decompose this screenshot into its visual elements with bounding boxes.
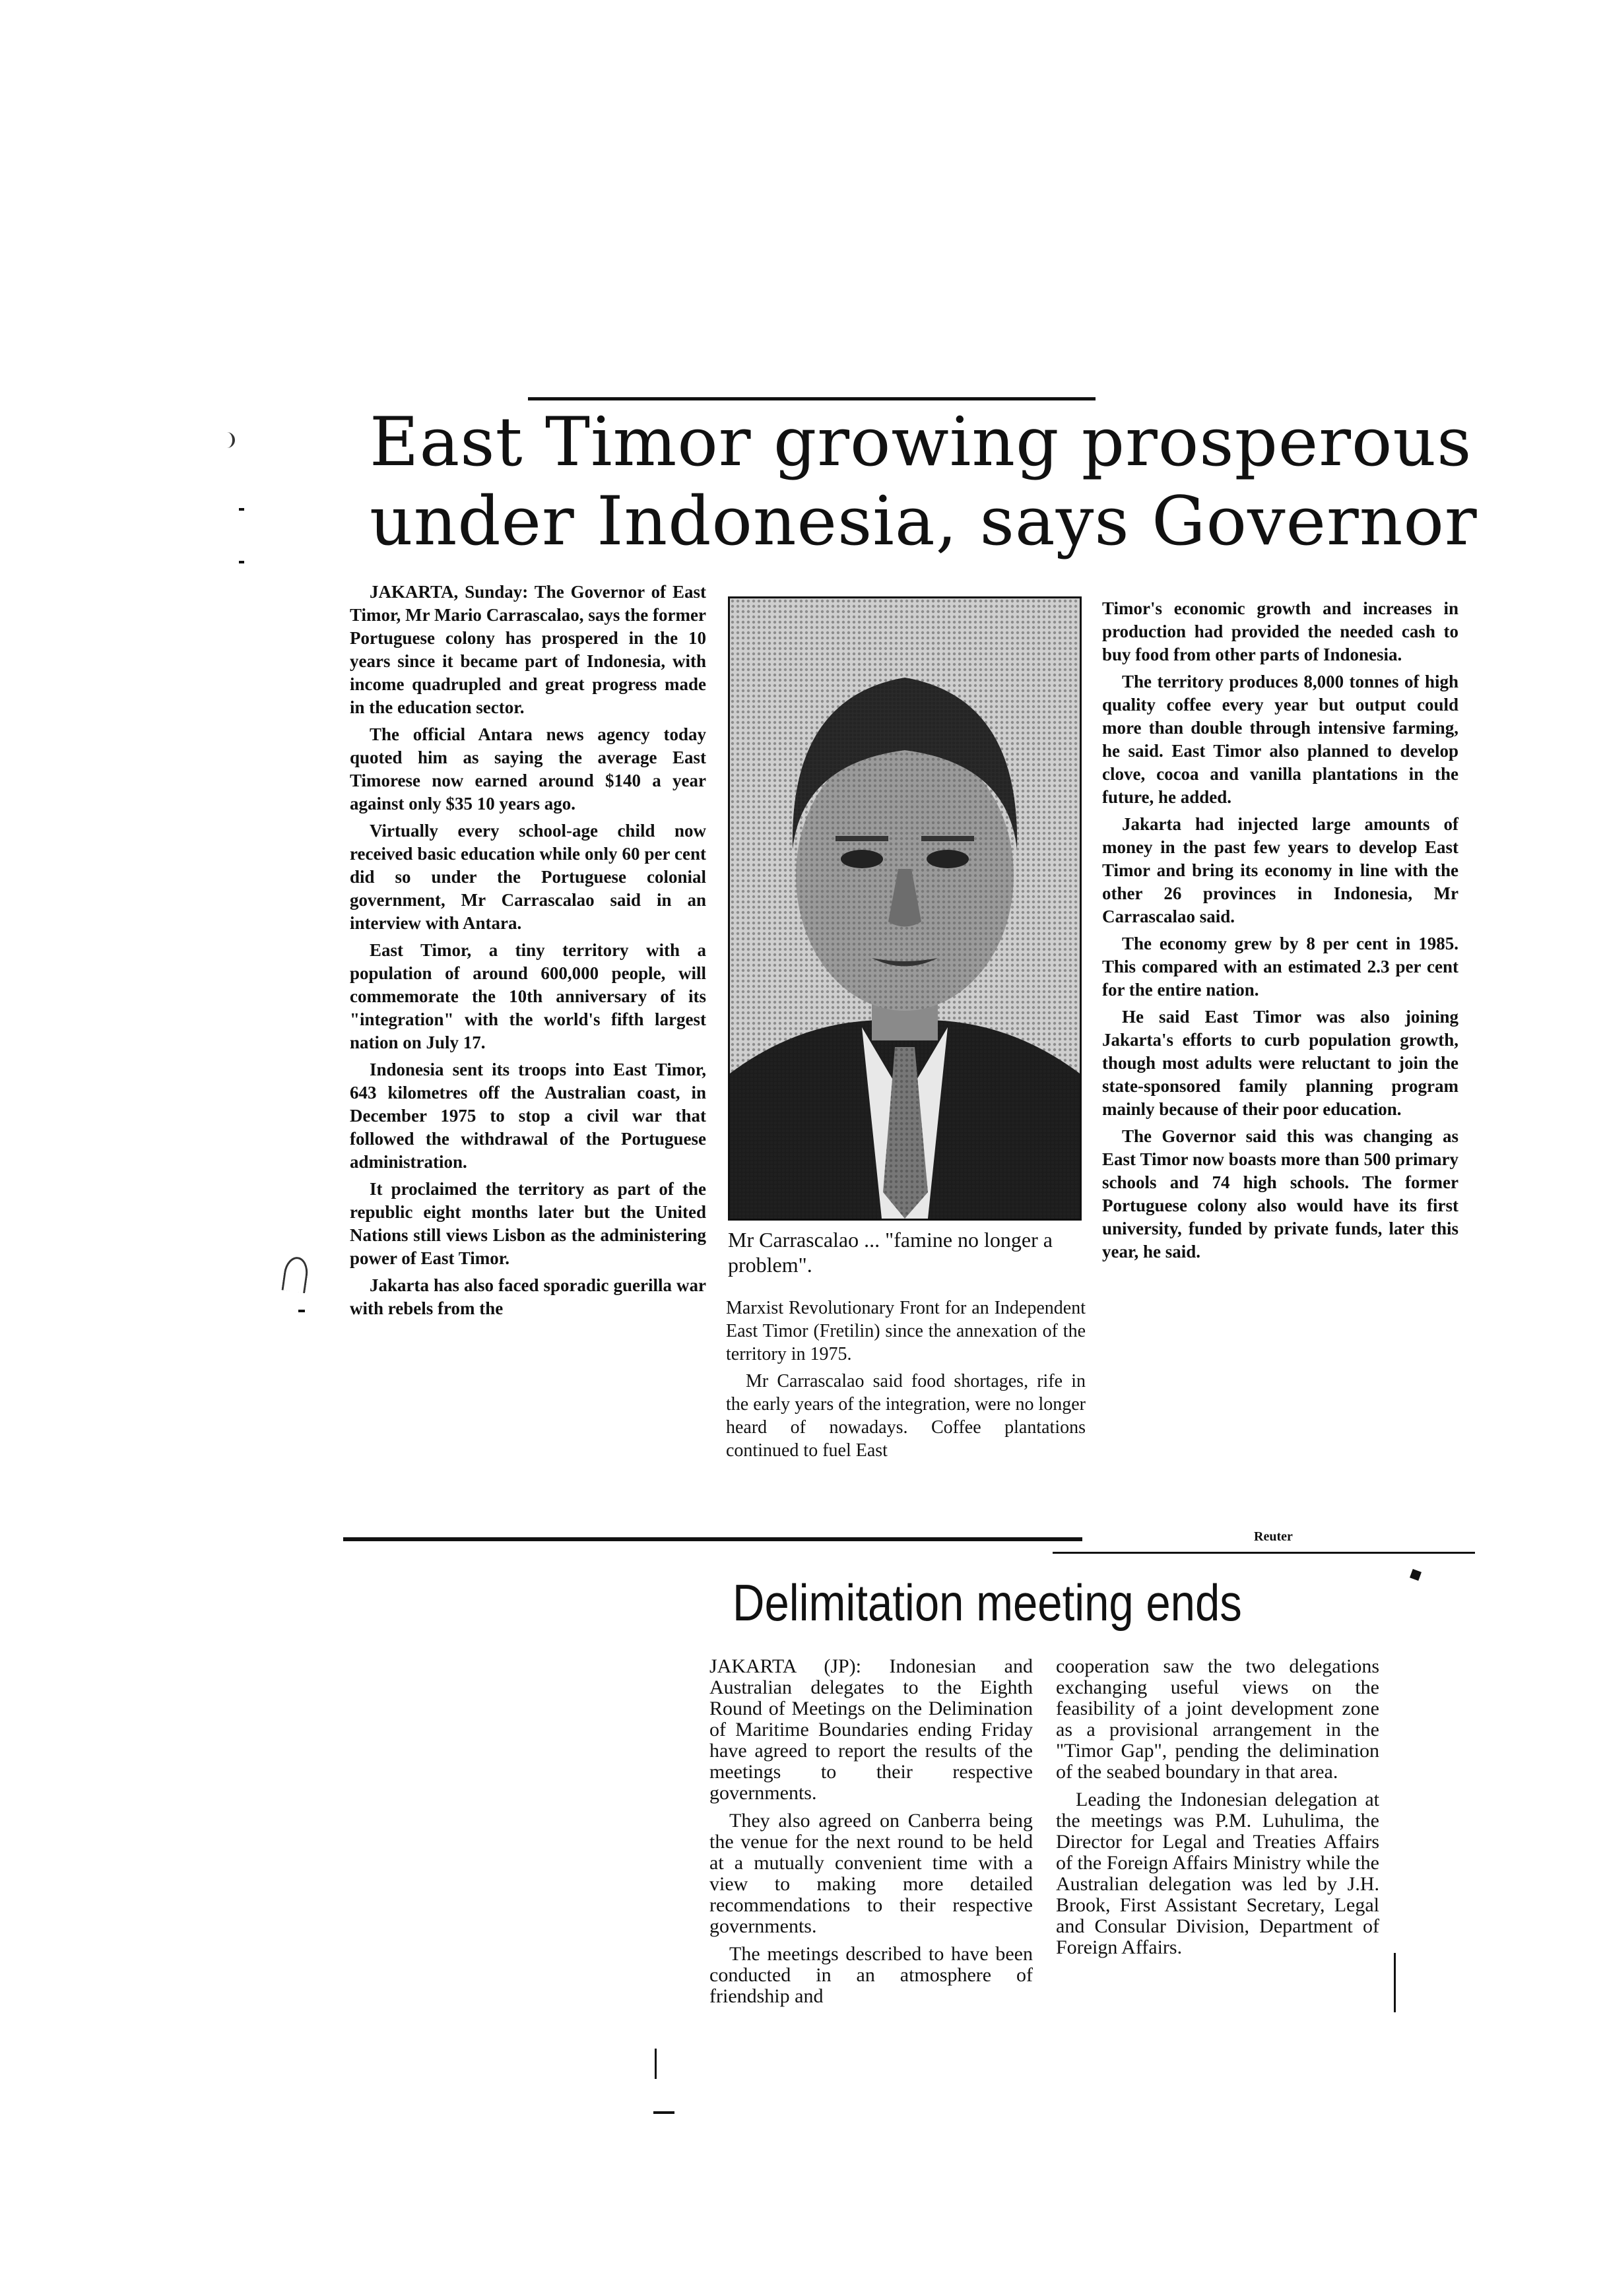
margin-dash (239, 561, 244, 563)
paragraph: East Timor, a tiny territory with a population of around 600,000 people, will commemorate the 10th anniversary of its "integration" with the world's fifth largest nation on July 17. (350, 940, 706, 1052)
portrait-image (730, 598, 1080, 1219)
paragraph: Virtually every school-age child now received basic education while only 60 per cent did so under the Portuguese colonial government, Mr Carrascalao said in an interview with Antara. (350, 821, 706, 933)
photo-caption: Mr Carrascalao ... "famine no longer a problem". (728, 1228, 1053, 1277)
article2-left-column (709, 1656, 1033, 2014)
margin-dash (653, 2111, 674, 2114)
margin-mark (226, 432, 235, 448)
margin-tick (655, 2049, 657, 2079)
paragraph: JAKARTA, Sunday: The Governor of East Timor, Mr Mario Carrascalao, says the former Portuguese colony has prospered in the 10 years since it became part of Indonesia, with income quadrupled and great progress made in the education sector. (350, 582, 706, 717)
bottom-rule-right (1053, 1552, 1475, 1554)
paragraph: Marxist Revolutionary Front for an Independent East Timor (Fretilin) since the annexation of the territory in 1975. (726, 1298, 1086, 1364)
bottom-rule-left (343, 1537, 1082, 1541)
margin-dash (298, 1310, 305, 1312)
margin-squiggle (281, 1256, 310, 1293)
governor-photo (728, 596, 1082, 1221)
paragraph: JAKARTA (JP): Indonesian and Australian delegates to the Eighth Round of Meetings on the Delimination of Maritime Boundaries ending Friday have agreed to report the results of the meetings to their respective governments. (709, 1655, 1033, 1804)
paragraph: It proclaimed the territory as part of the republic eight months later but the United Nations still views Lisbon as the administering power of East Timor. (350, 1179, 706, 1268)
paragraph: The Governor said this was changing as East Timor now boasts more than 500 primary schools and 74 high schools. The former Portuguese colony also would have its first university, funded by private funds, later this year, he said. (1102, 1126, 1458, 1261)
headline-line-2: under Indonesia, says Governor (370, 482, 1478, 561)
paragraph: They also agreed on Canberra being the venue for the next round to be held at a mutually convenient time with a view to making more detailed recommendations to their respective governments. (709, 1810, 1033, 1937)
paragraph: The meetings described to have been conducted in an atmosphere of friendship and (709, 1943, 1033, 2007)
paragraph: Leading the Indonesian delegation at the meetings was P.M. Luhulima, the Director for Legal and Treaties Affairs of the Foreign Affairs Ministry while the Australian delegation was led by J.H. Brook, First Assistant Secretary, Legal and Consular Division, Department of Foreign Affairs. (1056, 1789, 1379, 1958)
article-middle-column (726, 1296, 1086, 1466)
margin-tick (1394, 1953, 1396, 2012)
paragraph: The economy grew by 8 per cent in 1985. This compared with an estimated 2.3 per cent for the entire nation. (1102, 934, 1458, 1000)
article2-right-column (1056, 1656, 1379, 1965)
paragraph: Jakarta has also faced sporadic guerilla war with rebels from the (350, 1275, 706, 1318)
article-right-column (1102, 597, 1458, 1267)
headline-line-1: East Timor growing prosperous (370, 403, 1472, 482)
paragraph: Jakarta had injected large amounts of money in the past few years to develop East Timor and bring its economy in line with the other 26 provinces in Indonesia, Mr Carrascalao said. (1102, 814, 1458, 926)
paragraph: Indonesia sent its troops into East Timor, 643 kilometres off the Australian coast, in December 1975 to stop a civil war that followed the withdrawal of the Portuguese administration. (350, 1060, 706, 1172)
corner-mark (1410, 1569, 1422, 1581)
paragraph: cooperation saw the two delegations exchanging useful views on the feasibility of a joint development zone as a provisional arrangement in the "Timor Gap", pending the delimination of the seabed boundary in that area. (1056, 1655, 1379, 1783)
top-rule (528, 397, 1096, 400)
article-left-column (350, 581, 706, 1324)
headline-2: Delimitation meeting ends (733, 1574, 1242, 1632)
paragraph: Timor's economic growth and increases in production had provided the needed cash to buy food from other parts of Indonesia. (1102, 598, 1458, 664)
paragraph: The territory produces 8,000 tonnes of high quality coffee every year but output could more than double through intensive farming, he said. East Timor also planned to develop clove, cocoa and vanilla plantations in the future, he added. (1102, 672, 1458, 807)
paragraph: The official Antara news agency today quoted him as saying the average East Timorese now earned around $140 a year against only $35 10 years ago. (350, 724, 706, 813)
paragraph: Mr Carrascalao said food shortages, rife in the early years of the integration, were no longer heard of nowadays. Coffee plantations continued to fuel East (726, 1371, 1086, 1461)
paragraph: He said East Timor was also joining Jakarta's efforts to curb population growth, though most adults were reluctant to join the state-sponsored family planning program mainly because of their poor education. (1102, 1007, 1458, 1119)
margin-dash (239, 508, 244, 511)
credit-line: Reuter (1254, 1529, 1293, 1544)
